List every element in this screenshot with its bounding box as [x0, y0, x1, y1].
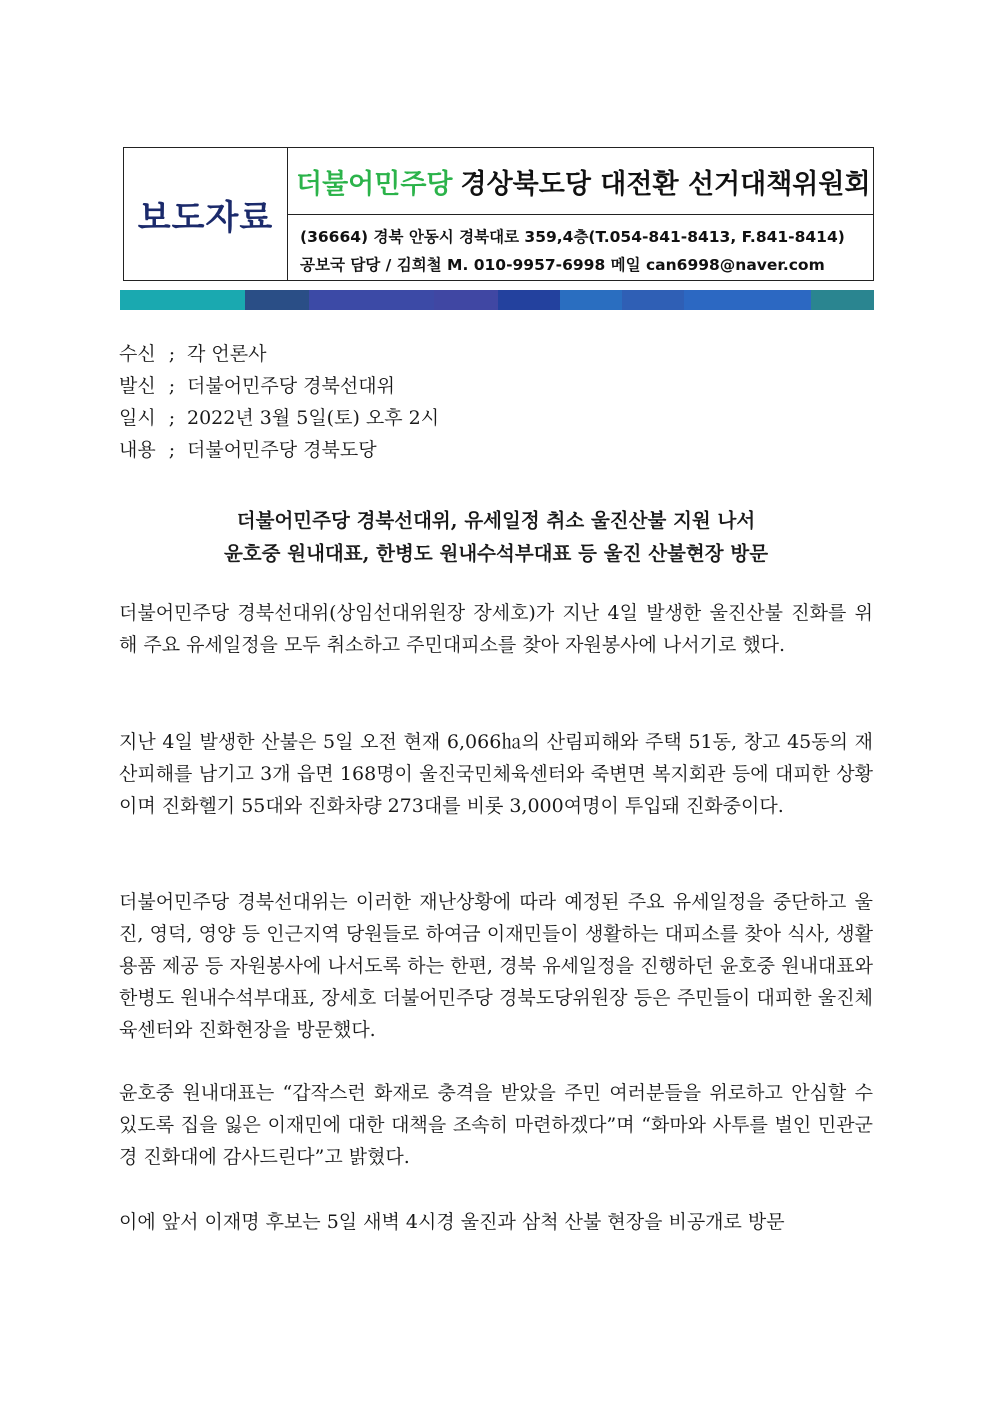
body-paragraph-5: 이에 앞서 이재명 후보는 5일 새벽 4시경 울진과 삼척 산불 현장을 비공개로 방문	[119, 1211, 785, 1233]
meta-row-content	[119, 434, 439, 466]
meta-value: 각 언론사	[187, 343, 267, 365]
color-bar-segment	[498, 290, 560, 310]
contact-person: 공보국 담당 / 김희철 M. 010-9957-6998 메일 can6998@naver.com	[300, 256, 825, 274]
letterhead-title	[288, 148, 873, 215]
committee-name: 경상북도당 대전환 선거대책위원회	[460, 168, 871, 200]
meta-row-date	[119, 402, 439, 434]
meta-value: 더불어민주당 경북도당	[187, 439, 377, 461]
headline	[119, 504, 873, 570]
color-bar-segment	[309, 290, 434, 310]
letterhead	[123, 147, 874, 281]
color-bar-segment	[811, 290, 874, 310]
body-paragraph-4: 윤호중 원내대표는 “갑작스런 화재로 충격을 받았을 주민 여러분들을 위로하고 안심할 수 있도록 집을 잃은 이재민에 대한 대책을 조속히 마련하겠다”며 “화마와 사투를 벌인 민관군경 진화대에 감사드린다”고 밝혔다.	[119, 1082, 873, 1168]
color-bar-segment	[622, 290, 684, 310]
headline-line-1: 더불어민주당 경북선대위, 유세일정 취소 울진산불 지원 나서	[236, 509, 756, 532]
meta-separator: ;	[168, 343, 176, 365]
meta-block	[119, 338, 439, 466]
contact-address: (36664) 경북 안동시 경북대로 359,4층(T.054-841-8413, F.841-8414)	[300, 228, 845, 246]
contact-info	[288, 215, 873, 280]
color-bar-segment	[684, 290, 811, 310]
meta-value: 더불어민주당 경북선대위	[187, 375, 395, 397]
letterhead-info	[288, 148, 873, 280]
meta-row-sender	[119, 370, 439, 402]
meta-label: 발신	[119, 375, 156, 397]
doc-type-cell	[124, 148, 288, 280]
color-bar-segment	[120, 290, 245, 310]
meta-separator: ;	[168, 407, 176, 429]
color-bar-segment	[434, 290, 498, 310]
headline-line-2: 윤호중 원내대표, 한병도 원내수석부대표 등 울진 산불현장 방문	[223, 542, 769, 565]
meta-value: 2022년 3월 5일(토) 오후 2시	[187, 407, 440, 429]
meta-separator: ;	[168, 375, 176, 397]
meta-row-recipient	[119, 338, 439, 370]
meta-label: 내용	[119, 439, 156, 461]
body-paragraph-1: 더불어민주당 경북선대위(상임선대위원장 장세호)가 지난 4일 발생한 울진산불 진화를 위해 주요 유세일정을 모두 취소하고 주민대피소를 찾아 자원봉사에 나서기로 했다.	[119, 602, 873, 656]
body-paragraph-2: 지난 4일 발생한 산불은 5일 오전 현재 6,066㏊의 산림피해와 주택 51동, 창고 45동의 재산피해를 남기고 3개 읍면 168명이 울진국민체육센터와 죽변면 복지회관 등에 대피한 상황이며 진화헬기 55대와 진화차량 273대를 비롯 3,000여명이 투입돼 진화중이다.	[119, 731, 873, 817]
party-logo-text: 더불어민주당	[296, 168, 453, 200]
meta-label: 일시	[119, 407, 156, 429]
color-bar-segment	[560, 290, 622, 310]
color-bar-segment	[245, 290, 309, 310]
body-paragraph-3: 더불어민주당 경북선대위는 이러한 재난상황에 따라 예정된 주요 유세일정을 중단하고 울진, 영덕, 영양 등 인근지역 당원들로 하여금 이재민들이 생활하는 대피소를 찾아 식사, 생활용품 제공 등 자원봉사에 나서도록 하는 한편, 경북 유세일정을 진행하던 윤호중 원내대표와 한병도 원내수석부대표, 장세호 더불어민주당 경북도당위원장 등은 주민들이 대피한 울진체육센터와 진화현장을 방문했다.	[119, 891, 873, 1041]
decorative-color-bar	[120, 290, 874, 310]
meta-separator: ;	[168, 439, 176, 461]
doc-type-label: 보도자료	[137, 197, 274, 238]
meta-label: 수신	[119, 343, 156, 365]
